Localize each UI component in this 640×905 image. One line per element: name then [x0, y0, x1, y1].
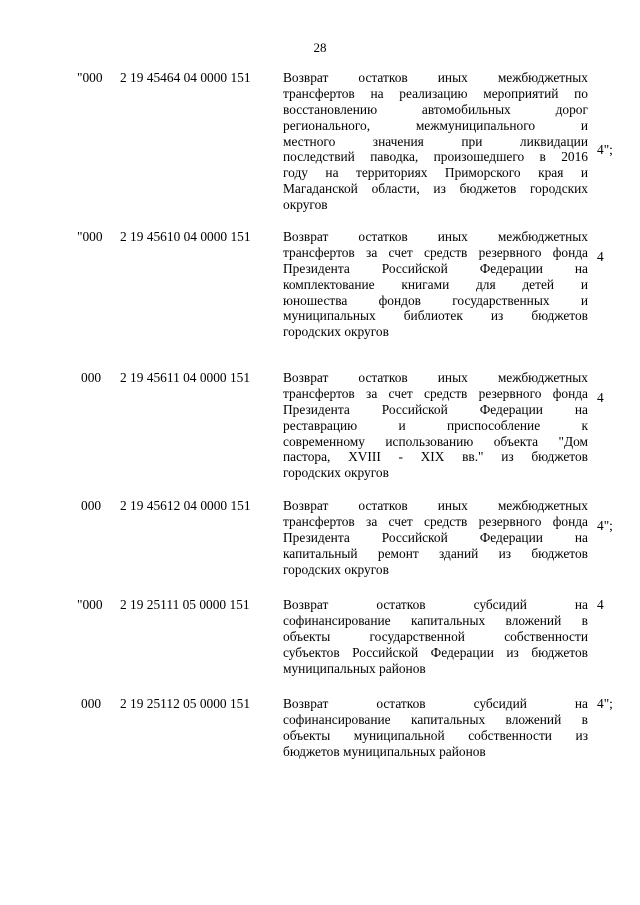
description-line: бюджетов муниципальных районов	[283, 743, 486, 759]
row-value: 4";	[597, 142, 613, 157]
description-line: восстановлению автомобильных дорог	[283, 101, 588, 117]
description-line: городских округов	[283, 561, 389, 577]
classification-prefix: "000	[77, 229, 103, 244]
row-description	[283, 696, 588, 760]
description-line: последствий паводка, произошедшего в 2016	[283, 149, 588, 165]
row-description	[283, 597, 588, 676]
description-line: муниципальных библиотек из бюджетов	[283, 308, 588, 324]
description-line: объекты государственной собственности	[283, 628, 588, 644]
description-line: пастора, XVIII - XIX вв." из бюджетов	[283, 449, 588, 465]
description-line: Возврат остатков иных межбюджетных	[283, 498, 588, 513]
classification-code: 2 19 25112 05 0000 151	[120, 696, 251, 711]
description-line: софинансирование капитальных вложений в	[283, 711, 588, 727]
classification-prefix: 000	[81, 696, 102, 711]
classification-prefix: 000	[81, 370, 102, 385]
description-line: местного значения при ликвидации	[283, 133, 588, 149]
description-line: Президента Российской Федерации на	[283, 529, 588, 545]
description-line: городских округов	[283, 324, 389, 340]
description-line: трансфертов за счет средств резервного фонда	[283, 513, 588, 529]
row-value: 4";	[597, 518, 613, 533]
row-value: 4	[597, 249, 604, 264]
description-line: Магаданской области, из бюджетов городских	[283, 181, 588, 197]
row-description	[283, 498, 588, 577]
description-line: Возврат остатков субсидий на	[283, 597, 588, 612]
description-line: Возврат остатков иных межбюджетных	[283, 370, 588, 385]
classification-code: 2 19 45464 04 0000 151	[120, 70, 251, 85]
description-line: субъектов Российской Федерации из бюджетов	[283, 644, 588, 660]
description-line: Возврат остатков иных межбюджетных	[283, 70, 588, 85]
row-description	[283, 370, 588, 481]
row-value: 4";	[597, 696, 613, 711]
classification-code: 2 19 45612 04 0000 151	[120, 498, 251, 513]
description-line: Возврат остатков иных межбюджетных	[283, 229, 588, 244]
row-value: 4	[597, 597, 604, 612]
page-number: 28	[313, 40, 327, 55]
classification-prefix: "000	[77, 70, 103, 85]
description-line: комплектование книгами для детей и	[283, 276, 588, 292]
description-line: регионального, межмуниципального и	[283, 117, 588, 133]
description-line: муниципальных районов	[283, 660, 426, 676]
description-line: округов	[283, 197, 328, 213]
row-value: 4	[597, 390, 604, 405]
classification-code: 2 19 25111 05 0000 151	[120, 597, 250, 612]
description-line: реставрацию и приспособление к	[283, 417, 588, 433]
description-line: капитальный ремонт зданий из бюджетов	[283, 545, 588, 561]
description-line: современному использованию объекта "Дом	[283, 433, 588, 449]
description-line: Президента Российской Федерации на	[283, 260, 588, 276]
description-line: городских округов	[283, 465, 389, 481]
description-line: трансфертов на реализацию мероприятий по	[283, 85, 588, 101]
classification-code: 2 19 45611 04 0000 151	[120, 370, 251, 385]
classification-prefix: 000	[81, 498, 102, 513]
description-line: юношества фондов государственных и	[283, 292, 588, 308]
row-description	[283, 229, 588, 340]
classification-prefix: "000	[77, 597, 103, 612]
description-line: трансфертов за счет средств резервного фонда	[283, 244, 588, 260]
description-line: Президента Российской Федерации на	[283, 401, 588, 417]
row-description	[283, 70, 588, 213]
description-line: трансфертов за счет средств резервного фонда	[283, 385, 588, 401]
classification-code: 2 19 45610 04 0000 151	[120, 229, 251, 244]
description-line: софинансирование капитальных вложений в	[283, 612, 588, 628]
description-line: объекты муниципальной собственности из	[283, 727, 588, 743]
description-line: Возврат остатков субсидий на	[283, 696, 588, 711]
description-line: году на территориях Приморского края и	[283, 165, 588, 181]
